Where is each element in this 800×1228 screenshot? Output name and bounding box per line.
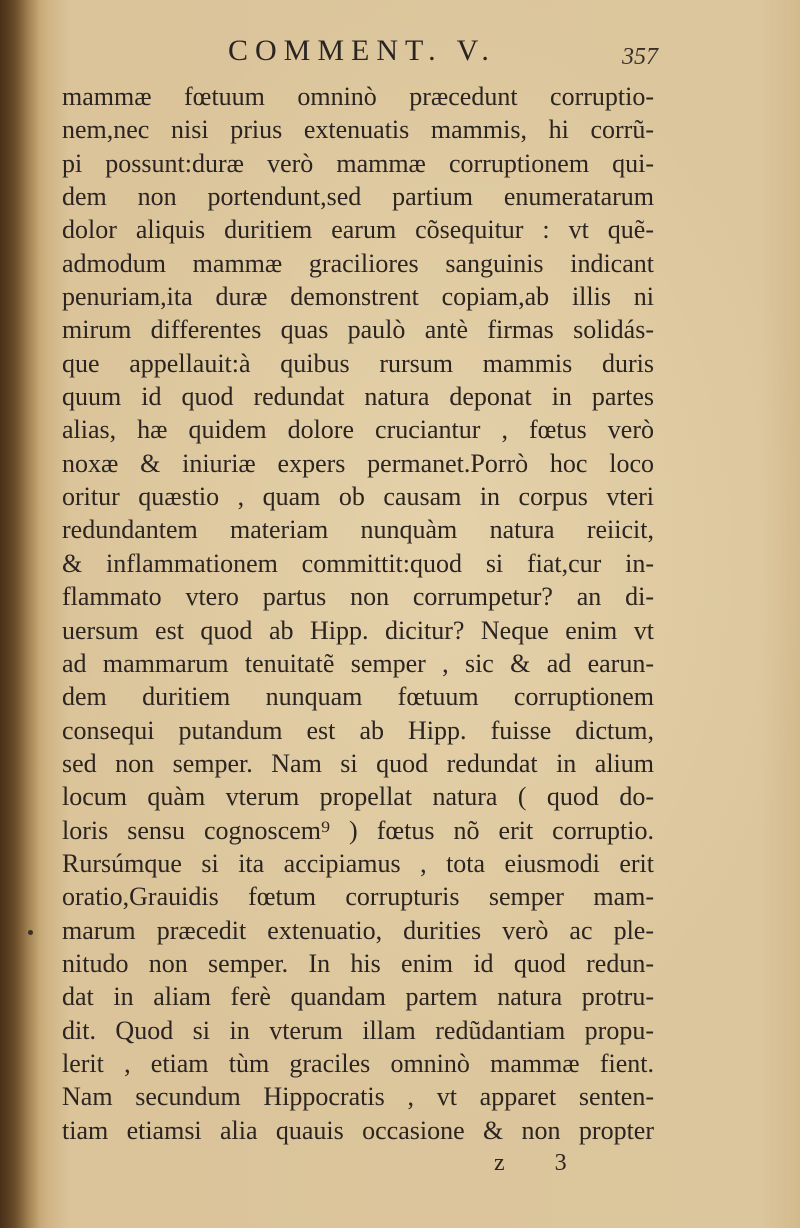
text-line: que appellauit:à quibus rursum mammis duris — [62, 348, 654, 378]
text-line: nitudo non semper. In his enim id quod redun- — [62, 948, 654, 978]
text-line: redundantem materiam nunquàm natura reiicit, — [62, 515, 654, 545]
text-line: dem non portendunt,sed partium enumeratarum — [62, 182, 654, 212]
text-line: quum id quod redundat natura deponat in partes — [62, 382, 654, 412]
text-line: oritur quæstio , quam ob causam in corpus vteri — [62, 482, 654, 512]
text-line: flammato vtero partus non corrumpetur? an di- — [62, 582, 654, 612]
text-line: lerit , etiam tùm graciles omninò mammæ fient. — [62, 1048, 654, 1078]
text-line: pi possunt:duræ verò mammæ corruptionem qui- — [62, 148, 654, 178]
margin-dot — [28, 930, 33, 935]
text-line: penuriam,ita duræ demonstrent copiam,ab illis ni — [62, 282, 654, 312]
text-line: & inflammationem committit:quod si fiat,cur in- — [62, 548, 654, 578]
page-footer — [0, 1150, 800, 1190]
text-line: dit. Quod si in vterum illam redũdantiam propu- — [62, 1015, 654, 1045]
page-number: 357 — [622, 44, 658, 70]
text-line: mirum differentes quas paulò antè firmas solidás- — [62, 315, 654, 345]
text-line: locum quàm vterum propellat natura ( quod do- — [62, 782, 654, 812]
running-head: COMMENT. V. — [228, 34, 496, 67]
text-line: uersum est quod ab Hipp. dicitur? Neque enim vt — [62, 615, 654, 645]
text-line: alias, hæ quidem dolore cruciantur , fœtus verò — [62, 415, 654, 445]
text-line: oratio,Grauidis fœtum corrupturis semper mam- — [62, 882, 654, 912]
text-line: sed non semper. Nam si quod redundat in alium — [62, 748, 654, 778]
text-line: marum præcedit extenuatio, durities verò ac ple- — [62, 915, 654, 945]
text-line: mammæ fœtuum omninò præcedunt corruptio- — [62, 82, 654, 111]
text-line: Rursúmque si ita accipiamus , tota eiusmodi erit — [62, 848, 654, 878]
text-line: Nam secundum Hippocratis , vt apparet senten- — [62, 1082, 654, 1112]
text-line: noxæ & iniuriæ expers permanet.Porrò hoc loco — [62, 448, 654, 478]
page-header — [0, 34, 800, 74]
text-line: nem,nec nisi prius extenuatis mammis, hi corrũ- — [62, 115, 654, 145]
text-line: dolor aliquis duritiem earum cõsequitur : vt quẽ- — [62, 215, 654, 245]
text-line: consequi putandum est ab Hipp. fuisse dictum, — [62, 715, 654, 745]
text-line: admodum mammæ graciliores sanguinis indicant — [62, 248, 654, 278]
text-line: ad mammarum tenuitatẽ semper , sic & ad earun- — [62, 648, 654, 678]
text-line: loris sensu cognoscem⁹ ) fœtus nõ erit corruptio. — [62, 815, 654, 845]
signature-mark: z 3 — [494, 1150, 589, 1176]
text-line: dem duritiem nunquam fœtuum corruptionem — [62, 682, 654, 712]
text-line: dat in aliam ferè quandam partem natura protru- — [62, 982, 654, 1012]
body-text — [62, 80, 654, 1147]
text-line: tiam etiamsi alia quauis occasione & non propter — [62, 1115, 654, 1145]
binding-gutter — [0, 0, 40, 1228]
